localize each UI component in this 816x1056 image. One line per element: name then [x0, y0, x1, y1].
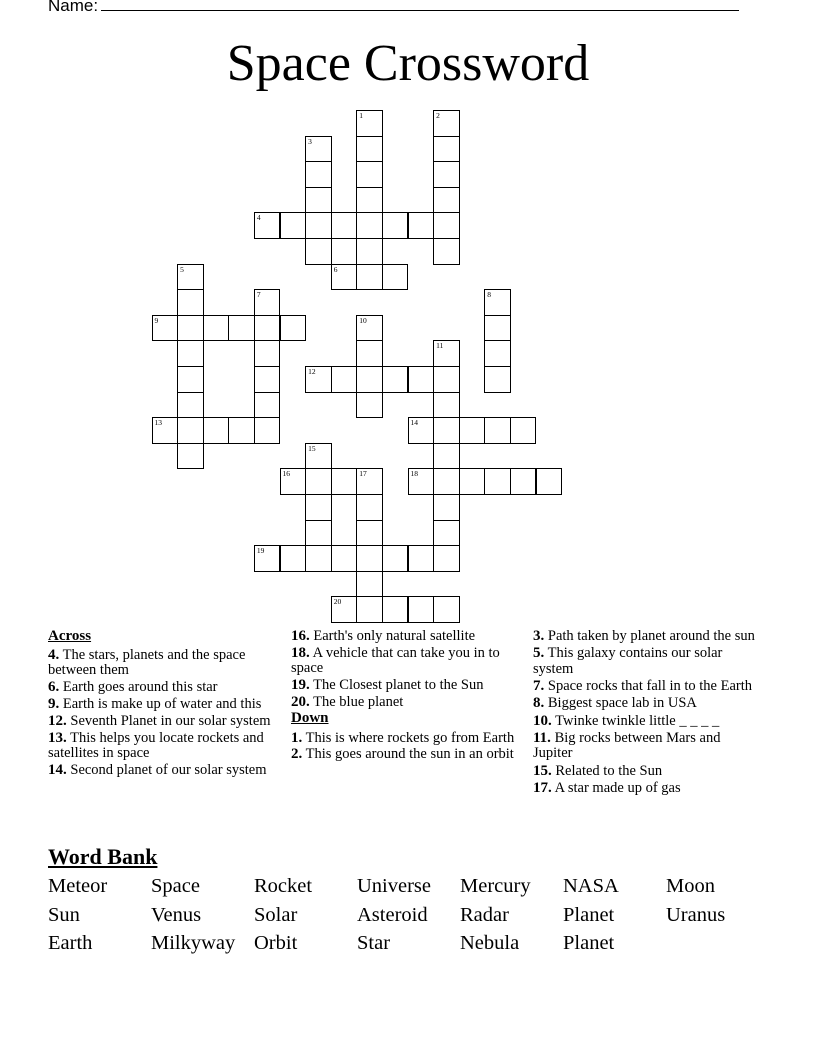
grid-cell[interactable] [433, 110, 460, 137]
cell-number: 2 [436, 111, 440, 120]
grid-cell[interactable] [305, 161, 332, 188]
grid-cell[interactable] [177, 264, 204, 291]
grid-cell[interactable] [254, 417, 281, 444]
clue-across-19: 19. The Closest planet to the Sun [291, 676, 484, 693]
grid-cell[interactable] [254, 366, 281, 393]
grid-cell[interactable] [228, 315, 255, 342]
grid-cell[interactable] [331, 366, 358, 393]
word-bank-word: NASA [563, 875, 619, 897]
clue-down-3: 3. Path taken by planet around the sun [533, 628, 755, 644]
word-bank-word: Earth [48, 932, 93, 954]
grid-cell[interactable] [356, 238, 383, 265]
clue-down-8: 8. Biggest space lab in USA [533, 695, 697, 712]
grid-cell[interactable] [433, 212, 460, 239]
grid-cell[interactable] [331, 596, 358, 623]
grid-cell[interactable] [177, 443, 204, 470]
grid-cell[interactable] [305, 443, 332, 470]
word-bank-word: Venus [151, 903, 202, 926]
clues-column-2 [291, 629, 515, 764]
word-bank-word: Planet [563, 932, 615, 954]
grid-cell[interactable] [356, 340, 383, 367]
cell-number: 18 [410, 469, 418, 479]
grid-cell[interactable] [280, 315, 307, 342]
grid-cell[interactable] [356, 187, 383, 214]
down-heading: Down [291, 710, 329, 727]
grid-cell[interactable] [382, 212, 409, 239]
grid-cell[interactable] [254, 340, 281, 367]
clue-down-1: 1. This is where rockets go from Earth [291, 729, 515, 746]
cell-number: 11 [436, 341, 444, 351]
word-bank-word: Uranus [666, 903, 726, 926]
grid-cell[interactable] [484, 340, 511, 367]
word-bank-word: Sun [48, 903, 80, 926]
grid-cell[interactable] [331, 545, 358, 572]
across-heading: Across [48, 628, 92, 644]
grid-cell[interactable] [254, 289, 281, 316]
grid-cell[interactable] [433, 187, 460, 214]
clue-across-18: 18. A vehicle that can take you in to space [291, 644, 500, 676]
grid-cell[interactable] [254, 212, 281, 239]
grid-cell[interactable] [459, 417, 486, 444]
cell-number: 4 [256, 213, 261, 223]
grid-cell[interactable] [536, 468, 563, 495]
grid-cell[interactable] [510, 468, 537, 495]
grid-cell[interactable] [280, 545, 307, 572]
clue-down-17: 17. A star made up of gas [533, 780, 681, 797]
grid-cell[interactable] [408, 596, 435, 623]
grid-cell[interactable] [408, 212, 435, 239]
grid-cell[interactable] [433, 366, 460, 393]
grid-cell[interactable] [254, 315, 281, 342]
grid-cell[interactable] [459, 468, 486, 495]
grid-cell[interactable] [331, 264, 358, 291]
cell-number: 6 [333, 264, 338, 274]
cell-number: 14 [410, 418, 418, 428]
name-label: Name: [48, 0, 99, 15]
grid-cell[interactable] [305, 494, 332, 521]
grid-cell[interactable] [177, 289, 204, 316]
word-bank-word: Universe [357, 875, 432, 897]
grid-cell[interactable] [177, 392, 204, 419]
clue-across-14: 14. Second planet of our solar system [48, 761, 267, 778]
grid-cell[interactable] [305, 136, 332, 163]
clue-down-5: 5. This galaxy contains our solar system [533, 645, 723, 677]
grid-cell[interactable] [254, 545, 281, 572]
clues-column-3 [533, 629, 761, 799]
word-bank-title: Word Bank [48, 844, 158, 869]
cell-number: 16 [282, 469, 290, 479]
grid-cell[interactable] [356, 494, 383, 521]
word-bank-word: Milkyway [151, 932, 236, 954]
grid-cell[interactable] [356, 468, 383, 495]
grid-cell[interactable] [280, 468, 307, 495]
word-bank-word: Star [357, 932, 391, 954]
grid-cell[interactable] [305, 545, 332, 572]
grid-cell[interactable] [203, 315, 230, 342]
grid-cell[interactable] [356, 520, 383, 547]
grid-cell[interactable] [433, 545, 460, 572]
word-bank-word: Radar [460, 903, 509, 926]
grid-cell[interactable] [177, 417, 204, 444]
grid-cell[interactable] [305, 468, 332, 495]
grid-cell[interactable] [484, 468, 511, 495]
grid-cell[interactable] [356, 212, 383, 239]
grid-cell[interactable] [152, 417, 179, 444]
grid-cell[interactable] [356, 571, 383, 598]
word-bank-word: Space [151, 875, 200, 897]
clue-across-13: 13. This helps you locate rockets and satellites in space [48, 729, 264, 761]
cell-number: 19 [256, 546, 265, 556]
cell-number: 9 [154, 315, 159, 325]
clue-across-12: 12. Seventh Planet in our solar system [48, 712, 271, 729]
word-bank-word: Asteroid [357, 903, 428, 926]
grid-cell[interactable] [408, 417, 435, 444]
grid-cell[interactable] [382, 596, 409, 623]
grid-cell[interactable] [356, 161, 383, 188]
grid-cell[interactable] [510, 417, 537, 444]
cell-number: 20 [333, 597, 342, 607]
grid-cell[interactable] [408, 468, 435, 495]
word-bank-word: Meteor [48, 875, 108, 897]
grid-cell[interactable] [331, 212, 358, 239]
cell-number: 17 [359, 469, 367, 479]
word-bank-word: Orbit [254, 932, 298, 954]
page-title: Space Crossword [226, 35, 590, 92]
cell-number: 13 [154, 418, 162, 428]
clue-across-16: 16. Earth's only natural satellite [291, 628, 476, 644]
grid-cell[interactable] [305, 187, 332, 214]
clue-across-20: 20. The blue planet [291, 693, 404, 710]
cell-number: 15 [308, 443, 316, 453]
clue-down-11: 11. Big rocks between Mars and Jupiter [533, 730, 721, 762]
grid-cell[interactable] [382, 264, 409, 291]
grid-cell[interactable] [305, 212, 332, 239]
clues-column-1 [48, 629, 273, 779]
grid-cell[interactable] [408, 545, 435, 572]
grid-cell[interactable] [305, 520, 332, 547]
grid-cell[interactable] [356, 545, 383, 572]
grid-cell[interactable] [254, 392, 281, 419]
grid-cell[interactable] [484, 417, 511, 444]
word-bank-word: Mercury [460, 875, 531, 897]
clue-down-7: 7. Space rocks that fall in to the Earth [533, 677, 753, 694]
grid-cell[interactable] [305, 238, 332, 265]
word-bank-word: Planet [563, 903, 615, 926]
grid-cell[interactable] [433, 443, 460, 470]
grid-cell[interactable] [484, 366, 511, 393]
grid-cell[interactable] [152, 315, 179, 342]
grid-cell[interactable] [433, 392, 460, 419]
grid-cell[interactable] [356, 366, 383, 393]
grid-cell[interactable] [228, 417, 255, 444]
word-bank-word: Rocket [254, 875, 313, 897]
grid-cell[interactable] [331, 468, 358, 495]
cell-number: 7 [256, 290, 261, 300]
grid-cell[interactable] [433, 417, 460, 444]
word-bank-word: Moon [666, 875, 715, 897]
word-bank-word: Solar [254, 903, 298, 926]
cell-number: 5 [180, 264, 184, 274]
grid-cell[interactable] [433, 596, 460, 623]
cell-number: 1 [359, 111, 364, 120]
grid-cell[interactable] [382, 366, 409, 393]
word-bank [48, 873, 768, 959]
grid-cell[interactable] [356, 110, 383, 137]
grid-cell[interactable] [433, 494, 460, 521]
grid-cell[interactable] [408, 366, 435, 393]
grid-cell[interactable] [356, 392, 383, 419]
grid-cell[interactable] [484, 289, 511, 316]
grid-cell[interactable] [433, 340, 460, 367]
grid-cell[interactable] [433, 136, 460, 163]
grid-cell[interactable] [382, 545, 409, 572]
cell-number: 12 [308, 367, 316, 376]
clue-down-15: 15. Related to the Sun [533, 762, 663, 779]
grid-cell[interactable] [433, 520, 460, 547]
grid-cell[interactable] [305, 366, 332, 393]
grid-cell[interactable] [177, 315, 204, 342]
cell-number: 3 [308, 136, 312, 146]
grid-cell[interactable] [177, 366, 204, 393]
grid-cell[interactable] [433, 238, 460, 265]
clue-across-9: 9. Earth is make up of water and this [48, 696, 262, 712]
cell-number: 8 [487, 290, 492, 300]
grid-cell[interactable] [484, 315, 511, 342]
grid-cell[interactable] [356, 136, 383, 163]
word-bank-word: Nebula [460, 932, 520, 954]
clue-across-6: 6. Earth goes around this star [48, 679, 218, 696]
word-bank-row [48, 902, 768, 931]
grid-cell[interactable] [280, 212, 307, 239]
grid-cell[interactable] [203, 417, 230, 444]
grid-cell[interactable] [177, 340, 204, 367]
grid-cell[interactable] [356, 315, 383, 342]
word-bank-row [48, 930, 768, 959]
cell-number: 10 [359, 315, 367, 325]
clue-down-2: 2. This goes around the sun in an orbit [291, 746, 514, 763]
grid-cell[interactable] [433, 161, 460, 188]
grid-cell[interactable] [356, 596, 383, 623]
word-bank-row [48, 873, 768, 902]
grid-cell[interactable] [433, 468, 460, 495]
grid-cell[interactable] [356, 264, 383, 291]
clue-down-10: 10. Twinke twinkle little _ _ _ _ [533, 712, 720, 729]
clue-across-4: 4. The stars, planets and the space between them [48, 647, 246, 679]
